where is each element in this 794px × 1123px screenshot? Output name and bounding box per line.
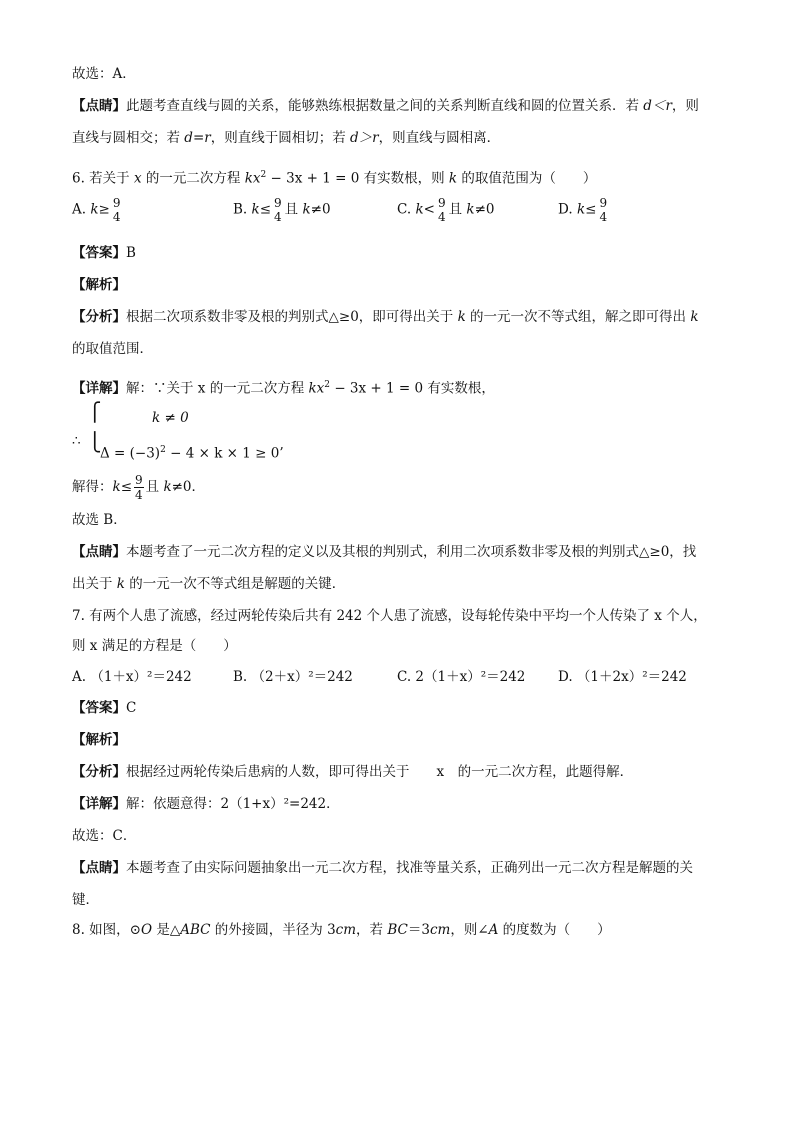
option-7a: A. （1＋x）²＝242 — [72, 669, 192, 685]
analysis-6: 【分析】根据二次项系数非零及根的判别式△≥0，即可得出关于 k 的一元一次不等式组，解之即可得出 k — [72, 309, 699, 325]
answer-7: 【答案】C — [72, 700, 137, 716]
option-6d: D. k≤ 9 4 — [558, 196, 608, 224]
detail-7: 【详解】解：依题意得：2（1+x）²=242． — [72, 796, 340, 812]
option-6c: C. k< 9 4 且 k≠0 — [397, 196, 495, 224]
question-6: 6. 若关于 x 的一元二次方程 $kx^2 - 3x + 1 = 0$ 有实数根，则 k 的取值范围为（ ） — [72, 170, 597, 187]
option-6b: B. k≤ 9 4 且 k≠0 — [233, 196, 331, 224]
question-7-line-1: 7. 有两个人患了流感，经过两轮传染后共有 242 个人患了流感，设每轮传染中平均一个人传染了 x 个人， — [72, 608, 707, 624]
analysis-6-cont: 的取值范围． — [72, 341, 153, 357]
comment-6-line-2: 出关于 k 的一元一次不等式组是解题的关键． — [72, 576, 346, 592]
option-7b: B. （2＋x）²＝242 — [233, 669, 353, 685]
system-line-2: $\Delta = (-3)^2 - 4 \times k \times 1 \ge 0$’ — [100, 445, 284, 462]
answer-conclusion-5: 故选：A． — [72, 66, 136, 82]
conclusion-6: 故选 B． — [72, 512, 127, 528]
question-7-line-2: 则 x 满足的方程是（ ） — [72, 638, 237, 654]
solution-6: 解得：k≤ $\frac{9}{4}$ 且 k≠0． — [72, 473, 206, 502]
answer-6: 【答案】B — [72, 245, 136, 261]
option-7c: C. 2（1＋x）²＝242 — [397, 669, 526, 685]
brace-top: ⎧ — [88, 402, 102, 423]
comment-7-line-1: 【点睛】本题考查了由实际问题抽象出一元二次方程，找准等量关系，正确列出一元二次方程是解题的关 — [72, 860, 693, 876]
system-line-1: k ≠ 0 — [152, 410, 189, 426]
brace-bottom: ⎩ — [88, 432, 102, 453]
option-6a: A. k≥ 9 4 — [72, 196, 121, 224]
question-8: 8. 如图，⊙O 是△ABC 的外接圆，半径为 3cm，若 BC＝3cm，则∠A 的度数为（ ） — [72, 922, 611, 938]
conclusion-7: 故选：C． — [72, 828, 137, 844]
comment-line-2: 直线与圆相交；若 d=r，则直线于圆相切；若 d＞r，则直线与圆相离． — [72, 130, 501, 146]
comment-line-1: 【点睛】此题考查直线与圆的关系，能够熟练根据数量之间的关系判断直线和圆的位置关系．若 d＜r，则 — [72, 98, 699, 114]
comment-6-line-1: 【点睛】本题考查了一元二次方程的定义以及其根的判别式，利用二次项系数非零及根的判别式△≥0，找 — [72, 544, 697, 560]
option-7d: D. （1＋2x）²＝242 — [558, 669, 687, 685]
analysis-7: 【分析】根据经过两轮传染后患病的人数，即可得出关于 x 的一元二次方程，此题得解． — [72, 764, 634, 780]
analysis-header-7: 【解析】 — [72, 732, 126, 748]
detail-6: 【详解】解：∵关于 x 的一元二次方程 $kx^2 - 3x + 1 = 0$ 有实数根， — [72, 380, 495, 397]
comment-7-line-2: 键． — [72, 892, 99, 908]
therefore-symbol: ∴ — [72, 433, 81, 449]
analysis-header-6: 【解析】 — [72, 277, 126, 293]
